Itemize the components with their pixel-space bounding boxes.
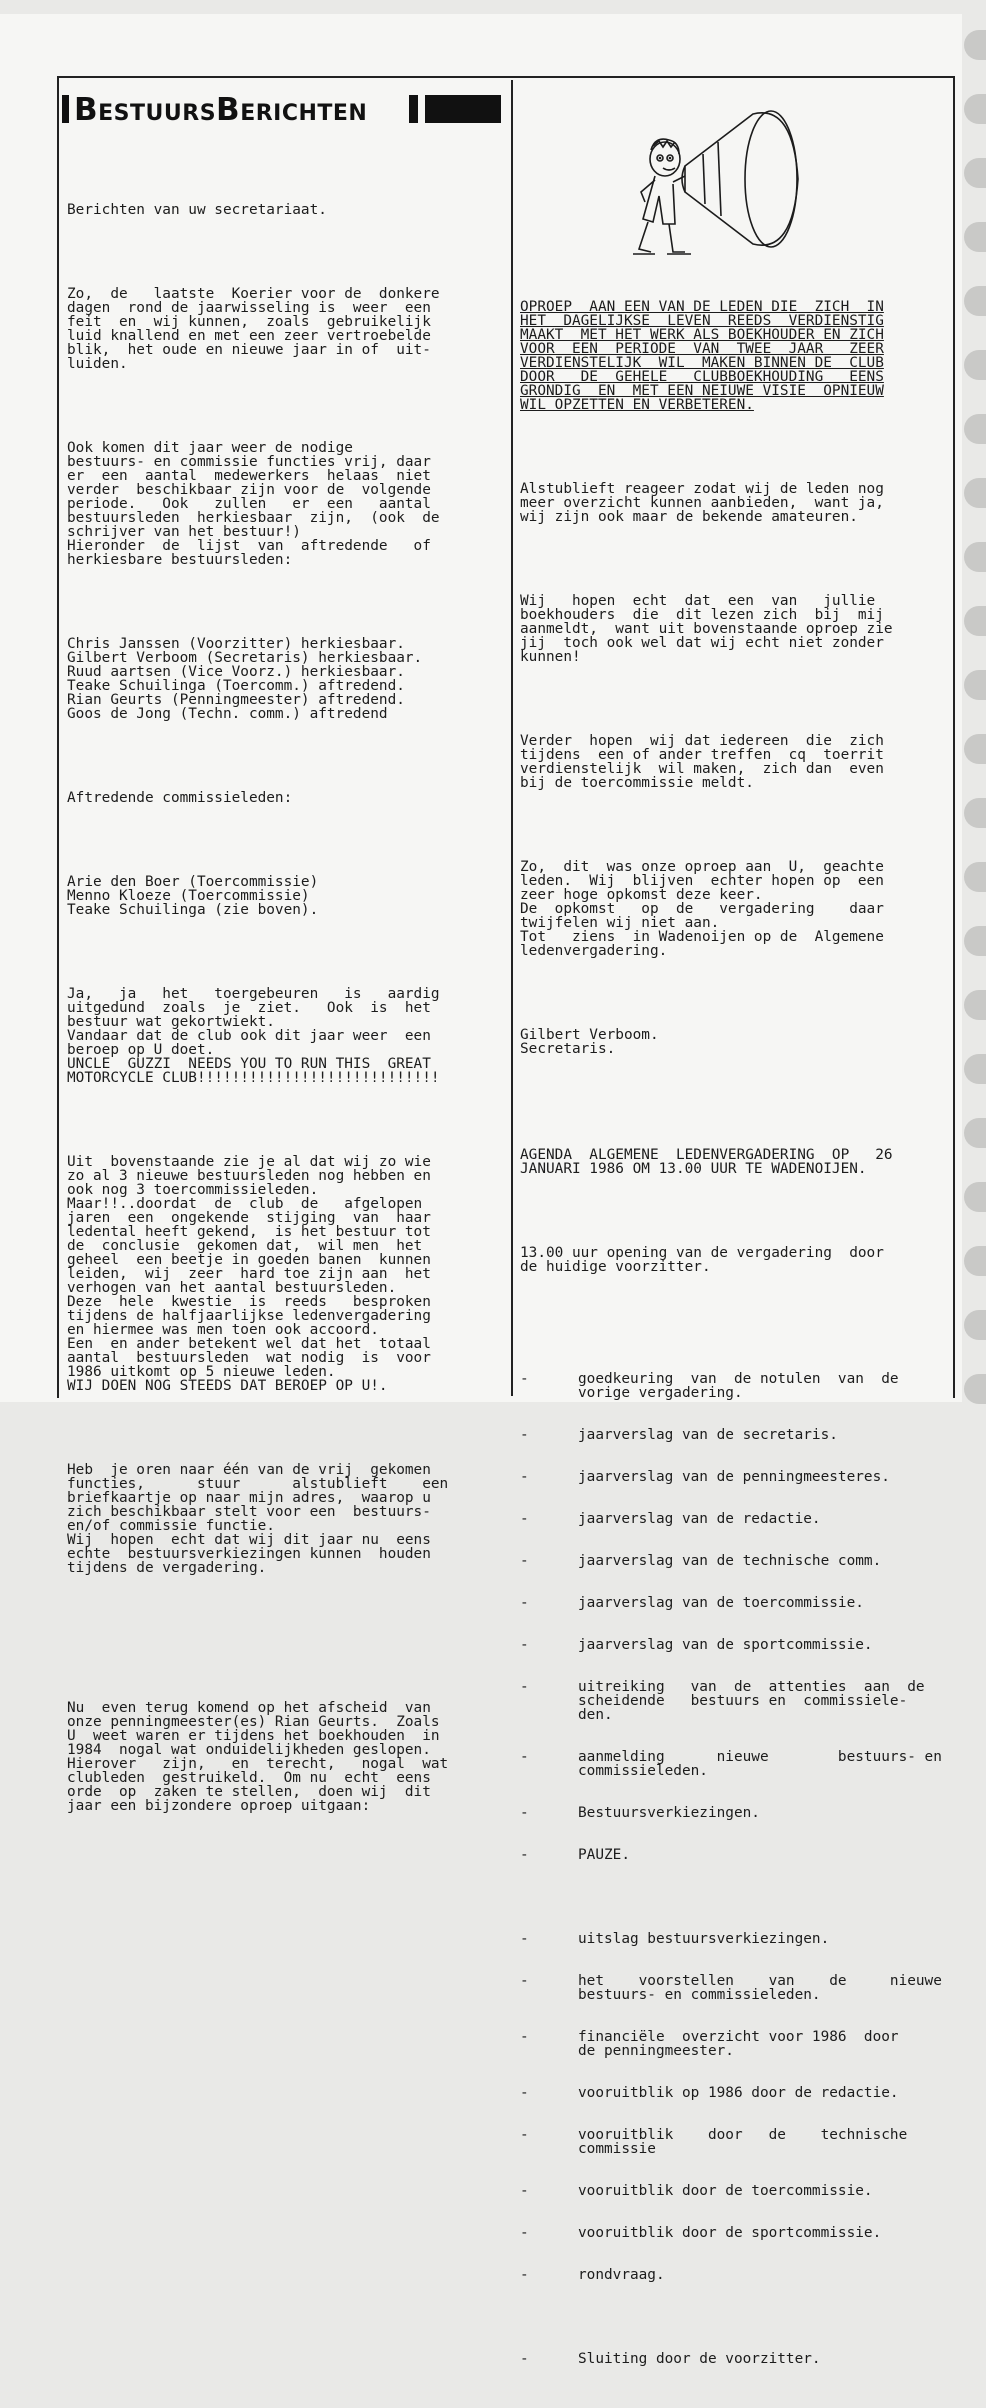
binder-hole	[964, 1374, 986, 1404]
megaphone-man-illustration	[593, 84, 813, 264]
agenda-item: - jaarverslag van de sportcommissie.	[520, 1637, 873, 1653]
agenda-item: - aanmelding nieuwe bestuurs- en commissieleden.	[520, 1749, 942, 1779]
binder-hole	[964, 478, 986, 508]
binder-hole	[964, 1246, 986, 1276]
agenda-item: - het voorstellen van de nieuwe bestuurs- en commissieleden.	[520, 1973, 942, 2003]
binder-hole	[964, 1310, 986, 1340]
agenda-list	[520, 1344, 952, 2394]
binder-hole	[964, 414, 986, 444]
binder-hole	[964, 990, 986, 1020]
agenda-item: - uitreiking van de attenties aan de scheidende bestuurs en commissiele- den.	[520, 1679, 925, 1723]
closing-paragraph: Nu even terug komend op het afscheid van onze penningmeester(es) Rian Geurts. Zoals U weet waren er tijdens het boekhouden in 1984 nogal wat onduidelijkheden geslopen. Hierover zijn, en terecht, nogal wat clubleden gestruikeld. Om nu echt eens orde op zaken te stellen, doen wij dit jaar een bijzondere oproep uitgaan:	[67, 1700, 449, 1814]
paragraph: Wij hopen echt dat een van jullie boekhouders die dit lezen zich bij mij aanmeldt, want uit bovenstaande oproep zie jij toch ook wel dat wij echt niet zonder kunnen!	[520, 593, 893, 665]
right-column	[520, 272, 952, 2408]
binder-hole	[964, 734, 986, 764]
paragraph: Zo, de laatste Koerier voor de donkere dagen rond de jaarwisseling is weer een feit en wij kunnen, zoals gebruikelijk luid knallend en met een zeer vertroebelde blik, het oude en nieuwe jaar in of uit- luiden.	[67, 286, 440, 372]
agenda-item: - jaarverslag van de toercommissie.	[520, 1595, 864, 1611]
binder-hole	[964, 798, 986, 828]
paragraph: Heb je oren naar één van de vrij gekomen functies, stuur alstublieft een briefkaartje op naar mijn adres, waarop u zich beschikbaar stelt voor een bestuurs- en/of commissie functie. Wij hopen echt dat wij dit jaar nu eens echte bestuursverkiezingen kunnen houden tijdens de vergadering.	[67, 1462, 449, 1576]
agenda-item: - vooruitblik door de technische commissie	[520, 2127, 908, 2157]
paragraph: Alstublieft reageer zodat wij de leden nog meer overzicht kunnen aanbieden, want ja, wij zijn ook maar de bekende amateuren.	[520, 481, 884, 525]
binder-holes	[964, 30, 986, 1402]
agenda-item: - Bestuursverkiezingen.	[520, 1805, 760, 1821]
binder-hole	[964, 222, 986, 252]
binder-hole	[964, 350, 986, 380]
binder-hole	[964, 1054, 986, 1084]
header-bar-left	[62, 95, 69, 123]
agenda-item: - vooruitblik door de toercommissie.	[520, 2183, 873, 2199]
agenda-item: - goedkeuring van de notulen van de vorige vergadering.	[520, 1371, 899, 1401]
call-to-action: OPROEP AAN EEN VAN DE LEDEN DIE ZICH IN HET DAGELIJKSE LEVEN REEDS VERDIENSTIG MAAKT MET HET WERK ALS BOEKHOUDER EN ZICH VOOR EEN PERIODE VAN TWEE JAAR ZEER VERDIENSTELIJK WIL MAKEN BINNEN DE CLUB DOOR DE GEHELE CLUBBOEKHOUDING EENS GRONDIG EN MET EEN NEIUWE VISIE OPNIEUW WIL OPZETTEN EN VERBETEREN.	[520, 299, 884, 413]
paragraph: Ook komen dit jaar weer de nodige bestuurs- en commissie functies vrij, daar er een aantal medewerkers helaas niet verder beschikbaar zijn voor de volgende periode. Ook zullen er een aantal bestuursleden herkiesbaar zijn, (ook de schrijver van het bestuur!) Hieronder de lijst van aftredende of herkiesbare bestuursleden:	[67, 440, 440, 568]
agenda-item: - jaarverslag van de technische comm.	[520, 1553, 882, 1569]
agenda-item: - PAUZE.	[520, 1847, 630, 1863]
binder-hole	[964, 542, 986, 572]
section-header	[60, 93, 501, 127]
binder-hole	[964, 30, 986, 60]
header-bar-right-thin	[409, 95, 418, 123]
agenda-item: - vooruitblik op 1986 door de redactie.	[520, 2085, 899, 2101]
left-column	[67, 175, 499, 1827]
binder-hole	[964, 606, 986, 636]
paragraph: Berichten van uw secretariaat.	[67, 202, 327, 218]
agenda-item: - jaarverslag van de secretaris.	[520, 1427, 838, 1443]
agenda-item: - vooruitblik door de sportcommissie.	[520, 2225, 882, 2241]
paragraph: Zo, dit was onze oproep aan U, geachte leden. Wij blijven echter hopen op een zeer hoge opkomst deze keer. De opkomst op de vergadering daar twijfelen wij niet aan. Tot ziens in Wadenoijen op de Algemene ledenvergadering.	[520, 859, 884, 959]
agenda-item: - jaarverslag van de penningmeesteres.	[520, 1469, 890, 1485]
paragraph: Uit bovenstaande zie je al dat wij zo wie zo al 3 nieuwe bestuursleden nog hebben en ook nog 3 toercommissieleden. Maar!!..doordat de club de afgelopen jaren een ongekende stijging van haar ledental heeft gekend, is het bestuur tot de conclusie gekomen dat, wil men het geheel een beetje in goeden banen kunnen leiden, wij zeer hard toe zijn aan het verhogen van het aantal bestuursleden. Deze hele kwestie is reeds besproken tijdens de halfjaarlijkse ledenvergadering en hiermee was men toen ook accoord. Een en ander betekent wel dat het totaal aantal bestuursleden wat nodig is voor 1986 uitkomt op 5 nieuwe leden. WIJ DOEN NOG STEEDS DAT BEROEP OP U!.	[67, 1154, 431, 1394]
paragraph: Aftredende commissieleden:	[67, 790, 293, 806]
header-bar-right-block	[425, 95, 501, 123]
agenda-item: - financiële overzicht voor 1986 door de penningmeester.	[520, 2029, 899, 2059]
agenda-item: - jaarverslag van de redactie.	[520, 1511, 821, 1527]
binder-hole	[964, 286, 986, 316]
binder-hole	[964, 94, 986, 124]
agenda-title: AGENDA ALGEMENE LEDENVERGADERING OP 26 JANUARI 1986 OM 13.00 UUR TE WADENOIJEN.	[520, 1147, 893, 1177]
binder-hole	[964, 670, 986, 700]
binder-hole	[964, 1118, 986, 1148]
committee-list: Arie den Boer (Toercommissie) Menno Kloeze (Toercommissie) Teake Schuilinga (zie boven).	[67, 874, 319, 918]
agenda-opening: 13.00 uur opening van de vergadering door de huidige voorzitter.	[520, 1245, 884, 1275]
binder-hole	[964, 862, 986, 892]
column-divider	[511, 80, 513, 1396]
page-title: BESTUURSBERICHTEN	[74, 92, 368, 128]
paragraph: Ja, ja het toergebeuren is aardig uitgedund zoals je ziet. Ook is het bestuur wat gekortwiekt. Vandaar dat de club ook dit jaar weer een beroep op U doet. UNCLE GUZZI NEEDS YOU TO RUN THIS GREAT MOTORCYCLE CLUB!!!!!!!!!!!!!!!!!!!!!!!!!!!!	[67, 986, 440, 1086]
agenda-item: - uitslag bestuursverkiezingen.	[520, 1931, 830, 1947]
signature: Gilbert Verboom. Secretaris.	[520, 1027, 659, 1057]
binder-hole	[964, 926, 986, 956]
agenda-item: - Sluiting door de voorzitter.	[520, 2351, 821, 2367]
candidate-list: Chris Janssen (Voorzitter) herkiesbaar. Gilbert Verboom (Secretaris) herkiesbaar. Ruud aartsen (Vice Voorz.) herkiesbaar. Teake Schuilinga (Toercomm.) aftredend. Rian Geurts (Penningmeester) aftredend. Goos de Jong (Techn. comm.) aftredend	[67, 636, 423, 722]
binder-hole	[964, 1182, 986, 1212]
paragraph: Verder hopen wij dat iedereen die zich tijdens een of ander treffen cq toerrit verdienstelijk wil maken, zich dan even bij de toercommissie meldt.	[520, 733, 884, 791]
binder-hole	[964, 158, 986, 188]
agenda-item: - rondvraag.	[520, 2267, 665, 2283]
